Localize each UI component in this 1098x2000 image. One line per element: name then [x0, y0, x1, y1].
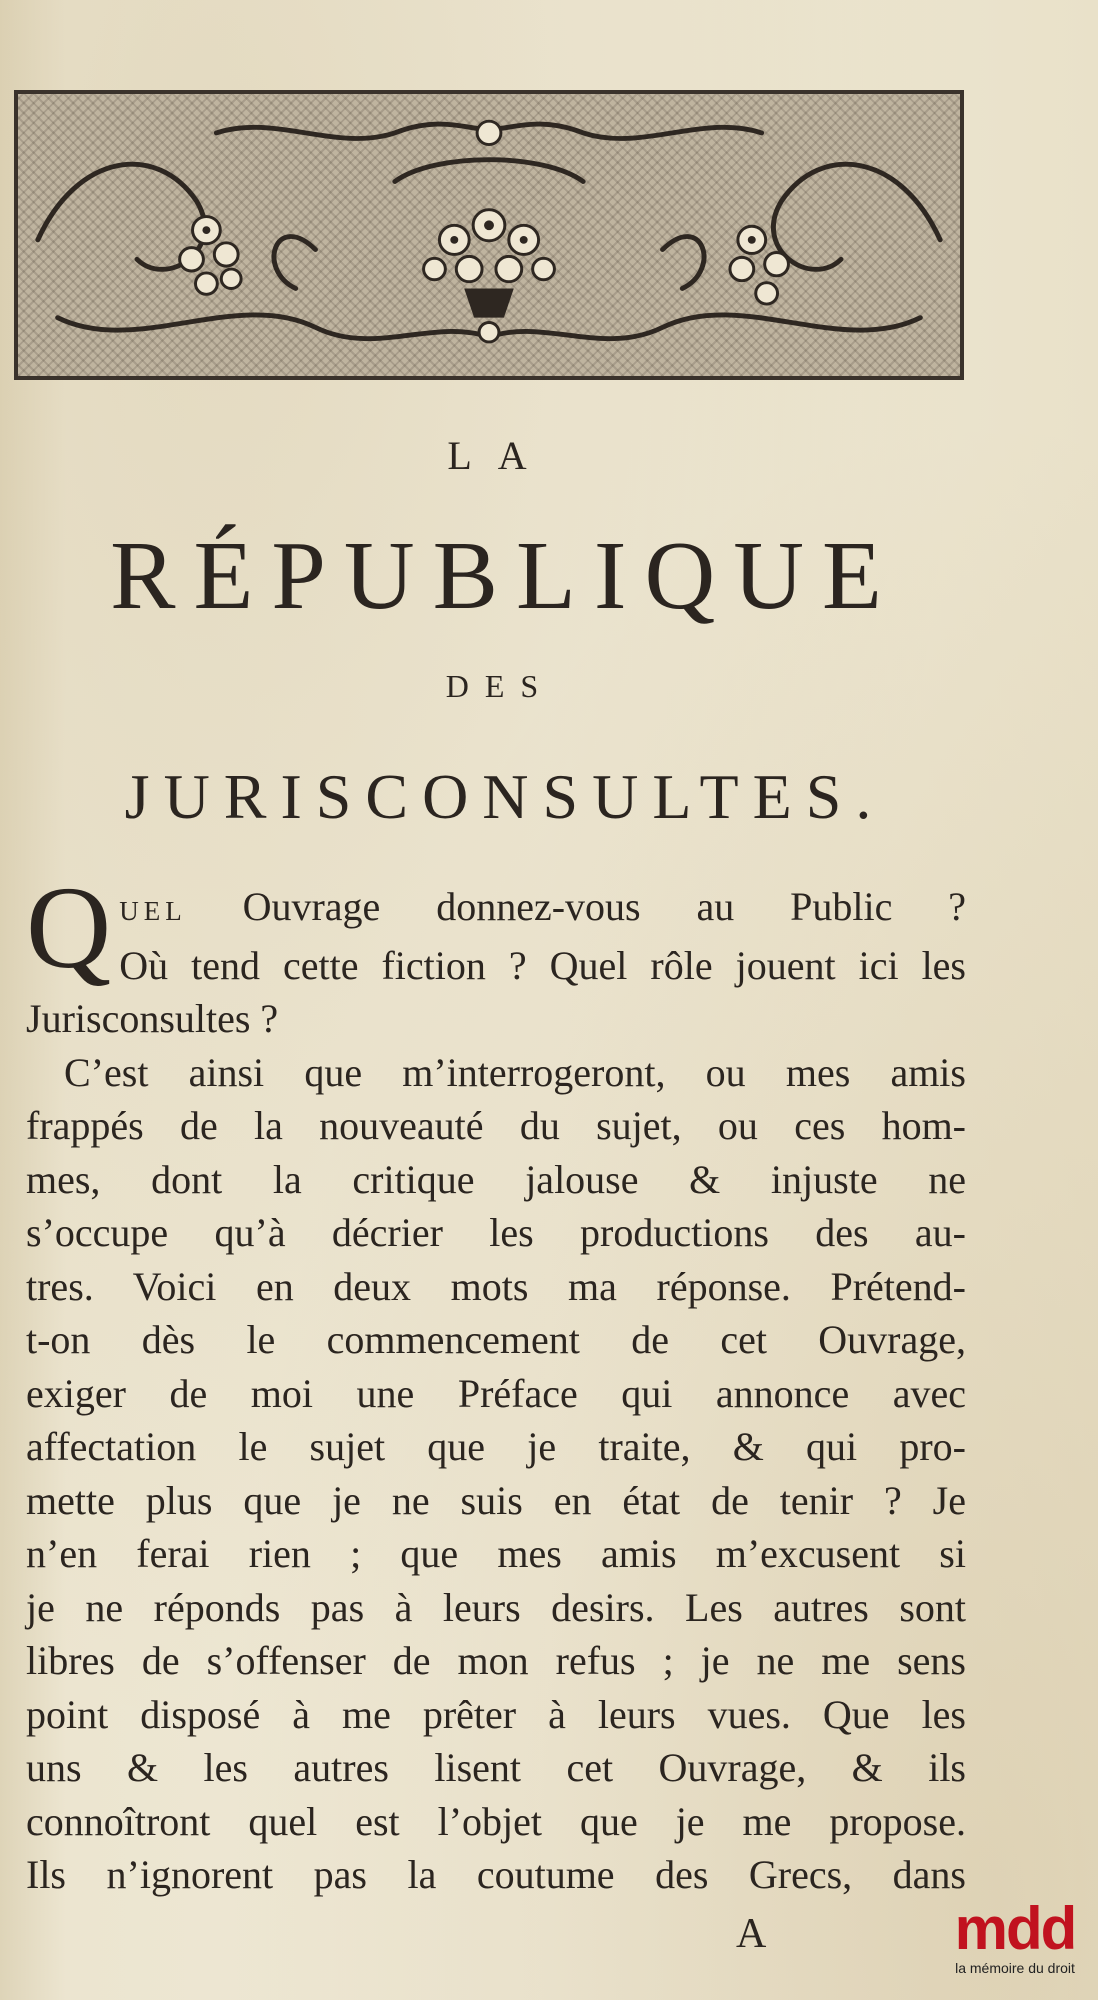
- title-article: LA: [447, 433, 553, 478]
- text-line: Ils n’ignorent pas la coutume des Grecs, dans: [26, 1852, 966, 1897]
- body-text: [26, 862, 966, 1902]
- text-line: je ne réponds pas à leurs desirs. Les autres sont: [26, 1584, 966, 1630]
- text-line: frappés de la nouveauté du sujet, ou ces hom-: [26, 1103, 966, 1148]
- logo-tagline: la mémoire du droit: [955, 1960, 1075, 1976]
- signature-mark: A: [736, 1911, 767, 1957]
- text-line: mes, dont la critique jalouse & injuste ne: [26, 1156, 966, 1202]
- text-line: Où tend cette fiction ? Quel rôle jouent ici les: [119, 942, 966, 988]
- publisher-logo: [940, 1895, 1090, 1996]
- text-line: Jurisconsultes ?: [26, 996, 279, 1041]
- text-line: affectation le sujet que je traite, & qui pro-: [26, 1424, 966, 1469]
- text-line: libres de s’offenser de mon refus ; je ne me sens: [26, 1638, 966, 1683]
- text-line: n’en ferai rien ; que mes amis m’excusent si: [26, 1531, 966, 1576]
- text-line: uns & les autres lisent cet Ouvrage, & ils: [26, 1745, 966, 1790]
- text-line: connoîtront quel est l’objet que je me propose.: [26, 1798, 966, 1844]
- drop-cap: Q: [26, 862, 112, 993]
- text-line: UEL Ouvrage donnez-vous au Public ?: [119, 884, 966, 929]
- text-line: C’est ainsi que m’interrogeront, ou mes amis: [64, 1049, 966, 1095]
- floral-ornament-icon: [18, 94, 960, 376]
- text-line: s’occupe qu’à décrier les productions des au-: [26, 1210, 966, 1255]
- text-line: exiger de moi une Préface qui annonce avec: [26, 1370, 966, 1416]
- text-line: mette plus que je ne suis en état de tenir ? Je: [26, 1477, 966, 1523]
- headpiece-ornament: [14, 90, 964, 380]
- text-line: point disposé à me prêter à leurs vues. Que les: [26, 1691, 966, 1737]
- text-line: tres. Voici en deux mots ma réponse. Prétend-: [26, 1263, 966, 1309]
- text-line: t-on dès le commencement de cet Ouvrage,: [26, 1317, 966, 1362]
- title-connector: DES: [445, 668, 555, 704]
- logo-mark: mdd: [954, 1895, 1076, 1962]
- first-word-rest: UEL: [119, 896, 187, 926]
- title-subject: JURISCONSULTES.: [124, 761, 886, 832]
- title-main: RÉPUBLIQUE: [110, 522, 900, 630]
